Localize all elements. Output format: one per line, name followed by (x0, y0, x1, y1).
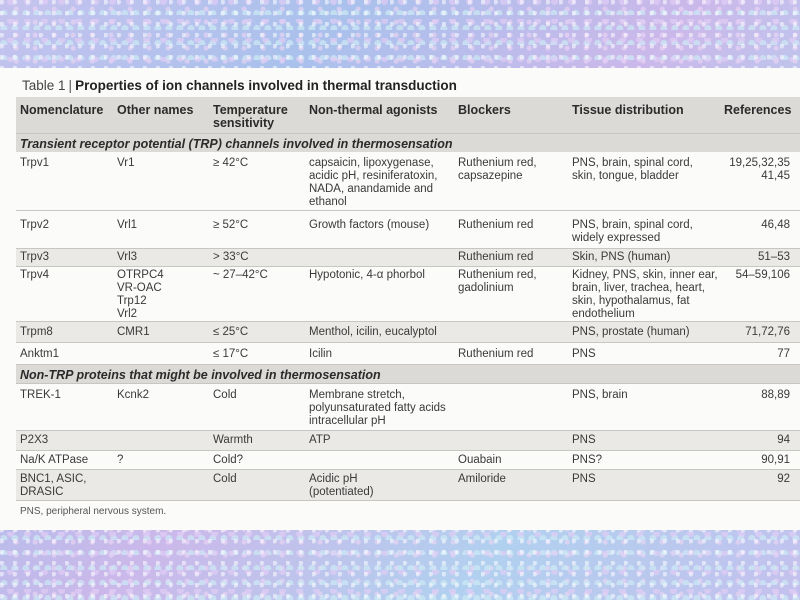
cell-tissue: PNS (572, 348, 596, 360)
cell-tissue: PNS (572, 434, 596, 446)
divider (16, 342, 800, 343)
cell-blockers: Amiloride (458, 473, 506, 485)
cell-temperature: > 33°C (213, 251, 249, 263)
cell-other-names: Vrl3 (117, 251, 138, 263)
cell-nomenclature: Trpv3 (20, 251, 49, 263)
cell-tissue: PNS, brain, spinal cord, widely expressed (572, 219, 693, 244)
cell-references: 46,48 (761, 219, 790, 231)
row-band-p2x3 (16, 431, 800, 450)
divider (16, 266, 800, 267)
cell-tissue: PNS, prostate (human) (572, 326, 690, 338)
title-separator: | (68, 78, 73, 93)
divider (16, 210, 800, 211)
cell-tissue: Kidney, PNS, skin, inner ear, brain, liver, trachea, heart, skin, hypothalamus, fat endothelium (572, 269, 718, 320)
divider (16, 133, 800, 134)
cell-references: 51–53 (758, 251, 790, 263)
cell-agonists: Membrane stretch, polyunsaturated fatty acids intracellular pH (309, 389, 446, 427)
divider (16, 321, 800, 322)
cell-temperature: ≥ 42°C (213, 157, 249, 169)
cell-nomenclature: Trpv1 (20, 157, 49, 169)
cell-temperature: Warmth (213, 434, 253, 446)
cell-blockers: Ruthenium red, gadolinium (458, 269, 537, 294)
cell-temperature: Cold? (213, 454, 244, 466)
cell-blockers: Ouabain (458, 454, 502, 466)
cell-other-names: ? (117, 454, 124, 466)
cell-nomenclature: Na/K ATPase (20, 454, 89, 466)
cell-agonists: Menthol, icilin, eucalyptol (309, 326, 437, 338)
cell-agonists: ATP (309, 434, 331, 446)
cell-temperature: Cold (213, 473, 237, 485)
divider (16, 500, 800, 501)
divider (16, 430, 800, 431)
cell-nomenclature: Trpm8 (20, 326, 53, 338)
divider (16, 450, 800, 451)
cell-tissue: PNS? (572, 454, 603, 466)
divider (16, 364, 800, 365)
column-header-agonists: Non-thermal agonists (309, 103, 438, 117)
cell-other-names: Vr1 (117, 157, 135, 169)
cell-temperature: ≥ 52°C (213, 219, 249, 231)
cell-references: 90,91 (761, 454, 790, 466)
cell-agonists: Hypotonic, 4-α phorbol (309, 269, 425, 281)
cell-tissue: PNS, brain, spinal cord, skin, tongue, bladder (572, 157, 693, 182)
cell-temperature: Cold (213, 389, 237, 401)
cell-temperature: ≤ 17°C (213, 348, 249, 360)
cell-references: 77 (777, 348, 790, 360)
cell-references: 54–59,106 (735, 269, 790, 281)
cell-blockers: Ruthenium red (458, 348, 534, 360)
cell-nomenclature: P2X3 (20, 434, 49, 446)
cell-nomenclature: Anktm1 (20, 348, 59, 360)
section-heading-trp: Transient receptor potential (TRP) channels involved in thermosensation (20, 137, 453, 151)
section-heading-non-trp: Non-TRP proteins that might be involved in thermosensation (20, 368, 381, 382)
cell-temperature: ≤ 25°C (213, 326, 249, 338)
cell-other-names: OTRPC4 VR-OAC Trp12 Vrl2 (117, 269, 164, 320)
cell-references: 88,89 (761, 389, 790, 401)
table-footnote: PNS, peripheral nervous system. (20, 506, 167, 517)
column-header-tissue: Tissue distribution (572, 103, 684, 117)
column-header-nomenclature: Nomenclature (20, 103, 104, 117)
cell-references: 92 (777, 473, 790, 485)
divider (16, 383, 800, 384)
divider (16, 469, 800, 470)
cell-agonists: Growth factors (mouse) (309, 219, 430, 231)
cell-nomenclature: Trpv2 (20, 219, 49, 231)
table-caption: Properties of ion channels involved in thermal transduction (75, 78, 457, 93)
column-header-references: References (724, 103, 792, 117)
divider (16, 248, 800, 249)
cell-blockers: Ruthenium red (458, 251, 534, 263)
cell-nomenclature: BNC1, ASIC, DRASIC (20, 473, 87, 498)
table-number: Table 1 (22, 78, 66, 93)
cell-nomenclature: Trpv4 (20, 269, 49, 281)
cell-nomenclature: TREK-1 (20, 389, 61, 401)
cell-blockers: Ruthenium red, capsazepine (458, 157, 537, 182)
table-title (22, 78, 457, 93)
cell-agonists: Icilin (309, 348, 333, 360)
cell-references: 19,25,32,35 41,45 (729, 157, 790, 182)
cell-temperature: ~ 27–42°C (213, 269, 268, 281)
column-header-temperature: Temperature sensitivity (213, 103, 288, 130)
row-band-bnc1 (16, 470, 800, 500)
cell-references: 94 (777, 434, 790, 446)
cell-agonists: Acidic pH (potentiated) (309, 473, 374, 498)
column-header-blockers: Blockers (458, 103, 511, 117)
cell-tissue: Skin, PNS (human) (572, 251, 671, 263)
cell-agonists: capsaicin, lipoxygenase, acidic pH, resiniferatoxin, NADA, anandamide and ethanol (309, 157, 438, 208)
cell-other-names: Vrl1 (117, 219, 138, 231)
cell-other-names: CMR1 (117, 326, 150, 338)
cell-references: 71,72,76 (745, 326, 790, 338)
column-header-other-names: Other names (117, 103, 194, 117)
cell-blockers: Ruthenium red (458, 219, 534, 231)
cell-tissue: PNS (572, 473, 596, 485)
cell-other-names: Kcnk2 (117, 389, 149, 401)
cell-tissue: PNS, brain (572, 389, 628, 401)
